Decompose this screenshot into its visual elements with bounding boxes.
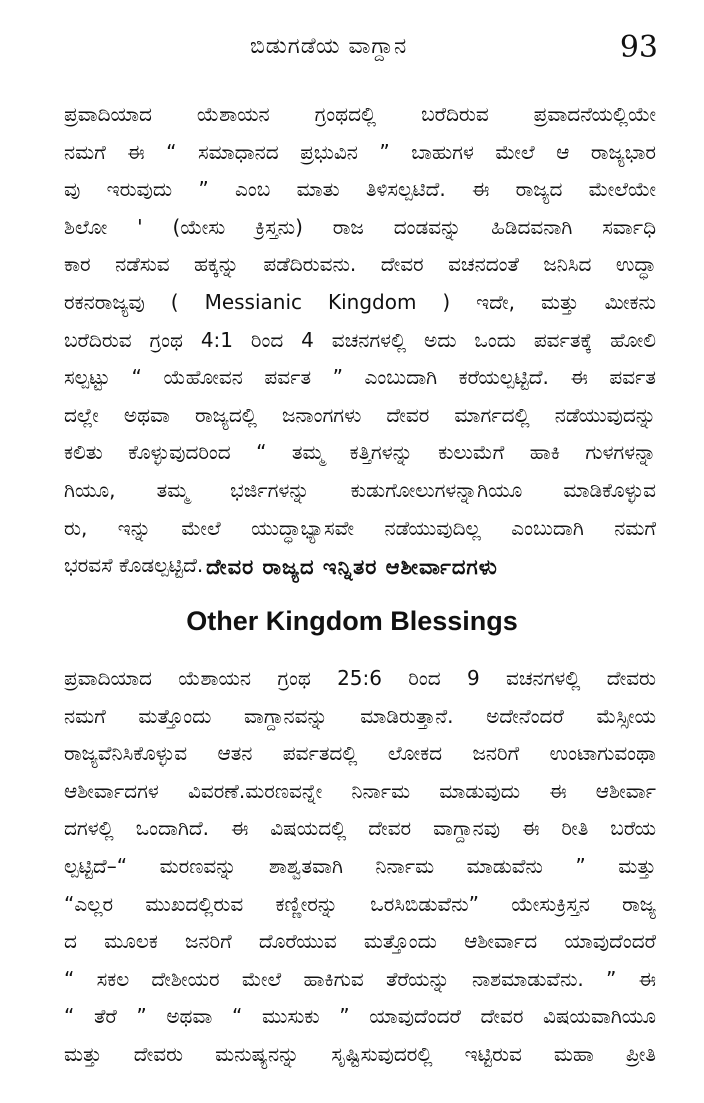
paragraph-line: ಶಿಲೋ ' (ಯೇಸು ಕ್ರಿಸ್ತನು) ರಾಜ ದಂಡವನ್ನು ಹಿಡಿದವನಾಗಿ ಸರ್ವಾಧಿ [64, 214, 656, 239]
paragraph-line: ರು, ಇನ್ನು ಮೇಲೆ ಯುದ್ಧಾಭ್ಯಾಸವೇ ನಡೆಯುವುದಿಲ್ಲ ಎಂಬುದಾಗಿ ನಮಗೆ [64, 515, 656, 540]
paragraph-2 [64, 660, 656, 1074]
section-heading-kannada: ದೇವರ ರಾಜ್ಯದ ಇನ್ನಿತರ ಆಶೀರ್ವಾದಗಳು [206, 555, 498, 579]
paragraph-line: ದಲ್ಲೇ ಅಥವಾ ರಾಜ್ಯದಲ್ಲಿ ಜನಾಂಗಗಳು ದೇವರ ಮಾರ್ಗದಲ್ಲಿ ನಡೆಯುವುದನ್ನು [64, 402, 656, 427]
paragraph-line: “ ಸಕಲ ದೇಶೀಯರ ಮೇಲೆ ಹಾಕಿಗುವ ತೆರೆಯನ್ನು ನಾಶಮಾಡುವೆನು. ” ಈ [64, 966, 656, 991]
paragraph-line: ಮತ್ತು ದೇವರು ಮನುಷ್ಯನನ್ನು ಸೃಷ್ಟಿಸುವುದರಲ್ಲಿ ಇಟ್ಟಿರುವ ಮಹಾ ಪ್ರೀತಿ [64, 1041, 656, 1066]
paragraph-line: ದ ಮೂಲಕ ಜನರಿಗೆ ದೊರೆಯುವ ಮತ್ತೊಂದು ಆಶೀರ್ವಾದ ಯಾವುದೆಂದರೆ [64, 929, 656, 954]
section-heading-english: Other Kingdom Blessings [186, 606, 518, 636]
paragraph-line: ಆಶೀರ್ವಾದಗಳ ವಿವರಣೆ.ಮರಣವನ್ನೇ ನಿರ್ನಾಮ ಮಾಡುವುದು ಈ ಆಶೀರ್ವಾ [64, 778, 656, 803]
paragraph-line: ರಕನರಾಜ್ಯವು ( Messianic Kingdom ) ಇದೇ, ಮತ್ತು ಮೀಕನು [64, 289, 656, 314]
paragraph-line: ಸಲ್ಪಟ್ಟು “ ಯೆಹೋವನ ಪರ್ವತ ” ಎಂಬುದಾಗಿ ಕರೆಯಲ್ಪಟ್ಟಿದೆ. ಈ ಪರ್ವತ [64, 365, 656, 390]
paragraph-line: ವು ಇರುವುದು ” ಎಂಬ ಮಾತು ತಿಳಿಸಲ್ಪಟಿದೆ. ಈ ರಾಜ್ಯದ ಮೇಲೆಯೇ [64, 177, 656, 202]
paragraph-line: “ ತೆರೆ ” ಅಥವಾ “ ಮುಸುಕು ” ಯಾವುದೆಂದರೆ ದೇವರ ವಿಷಯವಾಗಿಯೂ [64, 1004, 656, 1029]
paragraph-line: ಭರವಸೆ ಕೊಡಲ್ಪಟ್ಟಿದೆ. [64, 553, 204, 578]
paragraph-line: ಕಾರ ನಡೆಸುವ ಹಕ್ಕನ್ನು ಪಡೆದಿರುವನು. ದೇವರ ವಚನದಂತೆ ಜನಿಸಿದ ಉದ್ಧಾ [64, 252, 656, 277]
paragraph-line: ಪ್ರವಾದಿಯಾದ ಯೆಶಾಯನ ಗ್ರಂಥ 25:6 ರಿಂದ 9 ವಚನಗಳಲ್ಲಿ ದೇವರು [64, 666, 656, 690]
paragraph-line: ಕಲಿತು ಕೊಳ್ಳುವುದರಿಂದ “ ತಮ್ಮ ಕತ್ತಿಗಳನ್ನು ಕುಲುಮೆಗೆ ಹಾಕಿ ಗುಳಗಳನ್ನಾ [64, 440, 656, 465]
paragraph-line: ನಮಗೆ ಈ “ ಸಮಾಧಾನದ ಪ್ರಭುವಿನ ” ಬಾಹುಗಳ ಮೇಲೆ ಆ ರಾಜ್ಯಭಾರ [64, 139, 656, 164]
paragraph-1 [64, 96, 656, 585]
paragraph-line: ರಾಜ್ಯವೆನಿಸಿಕೊಳ್ಳುವ ಆತನ ಪರ್ವತದಲ್ಲಿ ಲೋಕದ ಜನರಿಗೆ ಉಂಟಾಗುವಂಥಾ [64, 741, 656, 766]
paragraph-line: ಲ್ಪಟ್ಟಿದೆ–“ ಮರಣವನ್ನು ಶಾಶ್ವತವಾಗಿ ನಿರ್ನಾಮ ಮಾಡುವೆನು ” ಮತ್ತು [64, 853, 656, 878]
paragraph-line: ಬರೆದಿರುವ ಗ್ರಂಥ 4:1 ರಿಂದ 4 ವಚನಗಳಲ್ಲಿ ಅದು ಒಂದು ಪರ್ವತಕ್ಕೆ ಹೋಲಿ [64, 327, 656, 352]
paragraph-line: ಪ್ರವಾದಿಯಾದ ಯೆಶಾಯನ ಗ್ರಂಥದಲ್ಲಿ ಬರೆದಿರುವ ಪ್ರವಾದನೆಯಲ್ಲಿಯೇ [64, 102, 656, 126]
paragraph-line: ಗಿಯೂ, ತಮ್ಮ ಭರ್ಜಿಗಳನ್ನು ಕುಡುಗೋಲುಗಳನ್ನಾಗಿಯೂ ಮಾಡಿಕೊಳ್ಳುವ [64, 477, 656, 502]
page-number: 93 [619, 30, 658, 65]
paragraph-line: ದಗಳಲ್ಲಿ ಒಂದಾಗಿದೆ. ಈ ವಿಷಯದಲ್ಲಿ ದೇವರ ವಾಗ್ದಾನವು ಈ ರೀತಿ ಬರೆಯ [64, 816, 656, 841]
paragraph-line: “ಎಲ್ಲರ ಮುಖದಲ್ಲಿರುವ ಕಣ್ಣೀರನ್ನು ಒರಸಿಬಿಡುವೆನು” ಯೇಸುಕ್ರಿಸ್ತನ ರಾಜ್ಯ [64, 891, 656, 916]
paragraph-line: ನಮಗೆ ಮತ್ತೊಂದು ವಾಗ್ದಾನವನ್ನು ಮಾಡಿರುತ್ತಾನೆ. ಅದೇನೆಂದರೆ ಮೆಸ್ಸೀಯ [64, 703, 656, 728]
running-head-title: ಬಿಡುಗಡೆಯ ವಾಗ್ದಾನ [250, 34, 408, 59]
